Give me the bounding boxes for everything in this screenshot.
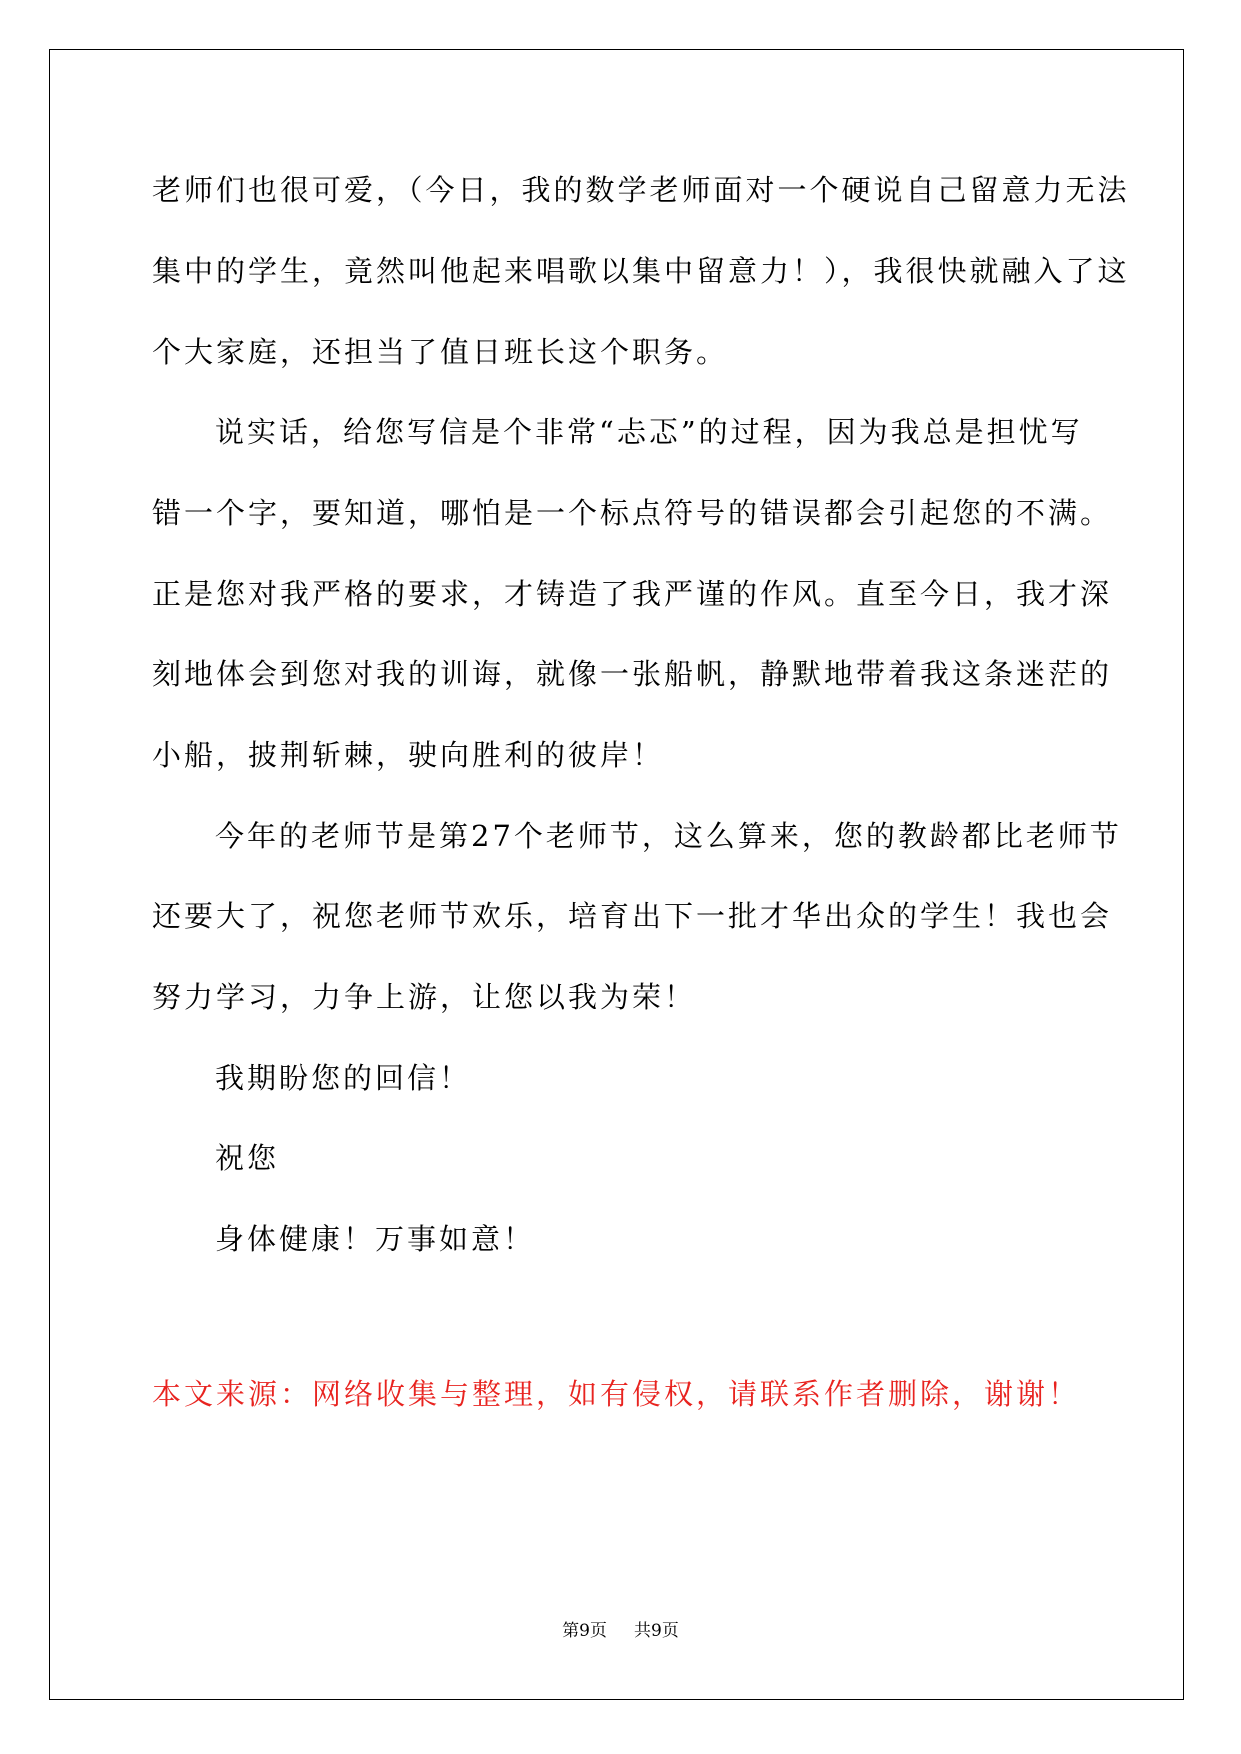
body-line-6: 正是您对我严格的要求，才铸造了我严谨的作风。直至今日，我才深: [152, 577, 1113, 611]
body-line-14: 身体健康！万事如意！: [215, 1222, 536, 1256]
body-line-13: 祝您: [215, 1141, 280, 1175]
body-line-1: 老师们也很可爱，（今日，我的数学老师面对一个硬说自己留意力无法: [152, 173, 1130, 207]
body-line-9: 今年的老师节是第27个老师节，这么算来，您的教龄都比老师节: [215, 819, 1122, 853]
body-line-11: 努力学习，力争上游，让您以我为荣！: [152, 980, 697, 1014]
body-line-8: 小船，披荆斩棘，驶向胜利的彼岸！: [152, 738, 665, 772]
body-line-7: 刻地体会到您对我的训诲，就像一张船帆，静默地带着我这条迷茫的: [152, 657, 1113, 691]
body-line-12: 我期盼您的回信！: [215, 1061, 472, 1095]
page-footer: [0, 1616, 1241, 1641]
body-line-3: 个大家庭，还担当了值日班长这个职务。: [152, 335, 729, 369]
body-line-4: 说实话，给您写信是个非常“忐忑”的过程，因为我总是担忧写: [215, 415, 1083, 449]
body-line-10: 还要大了，祝您老师节欢乐，培育出下一批才华出众的学生！我也会: [152, 899, 1113, 933]
page-number: 第9页: [562, 1621, 607, 1641]
source-note: 本文来源：网络收集与整理，如有侵权，请联系作者删除，谢谢！: [152, 1377, 1081, 1411]
page-border: [49, 49, 1184, 1700]
body-line-5: 错一个字，要知道，哪怕是一个标点符号的错误都会引起您的不满。: [152, 496, 1113, 530]
body-line-2: 集中的学生，竟然叫他起来唱歌以集中留意力！），我很快就融入了这: [152, 254, 1130, 288]
total-pages: 共9页: [634, 1621, 679, 1641]
